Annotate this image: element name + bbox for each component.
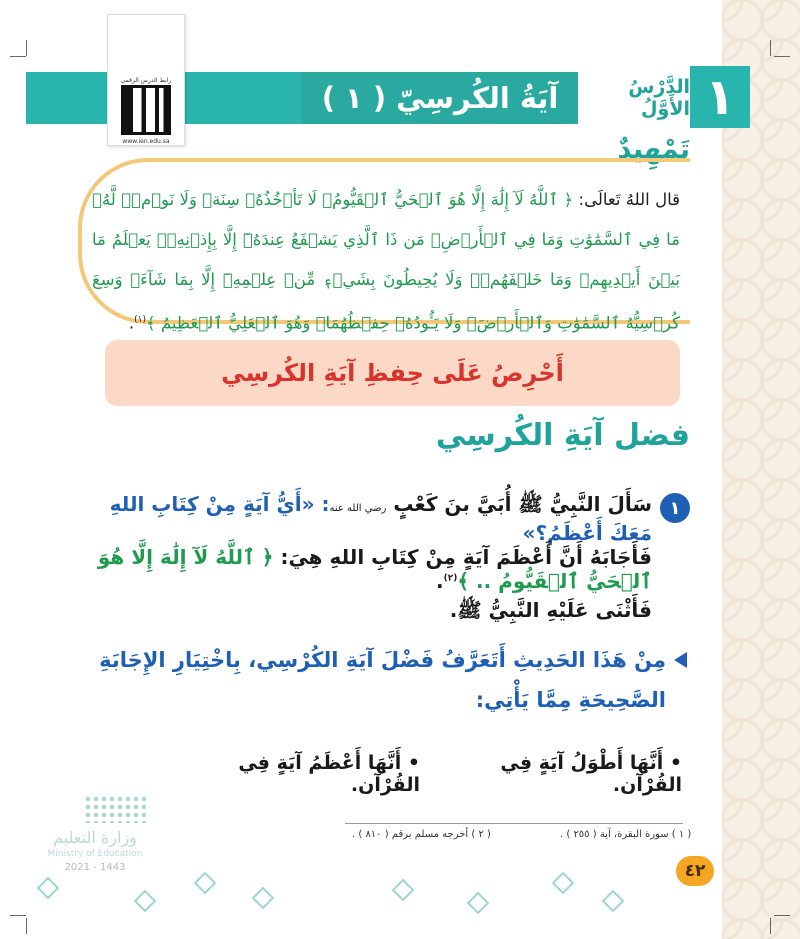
task-prompt: مِنْ هَذَا الحَدِيثِ أَتَعَرَّفُ فَضْلَ آيَةِ الكُرْسِي، بِاخْتِيَارِ الإِجَابَةِ الصَّحِيحَةِ مِمَّا يَأْتِي:	[99, 648, 666, 712]
crop-mark	[774, 915, 790, 916]
ministry-name-en: Ministry of Education	[47, 849, 143, 859]
intro-end: .	[128, 313, 135, 333]
crop-mark	[774, 56, 790, 57]
crop-mark	[10, 56, 26, 57]
answer-option[interactable]: • أَنَّهَا أَعْظَمُ آيَةٍ فِي القُرْآن.	[238, 752, 420, 796]
crop-mark	[26, 918, 27, 934]
ornament-icon	[37, 877, 60, 900]
ornament-icon	[134, 890, 157, 913]
edition-year: 2021 - 1443	[64, 862, 126, 873]
intro-heading: تَمْهِيدٌ	[617, 134, 690, 165]
footnote: ( ١ ) سورة البقرة، آية ( ٢٥٥ ) .	[560, 829, 692, 840]
hadith-line-2	[80, 545, 652, 593]
crop-mark	[770, 40, 771, 56]
hadith-line-1	[80, 492, 652, 545]
hadith-answer: فَأَجَابَهُ أَنَّ أَعْظَمَ آيَةٍ مِنْ كِتَابِ اللهِ هِيَ:	[273, 545, 652, 569]
crop-mark	[10, 915, 26, 916]
ornament-icon	[252, 887, 275, 910]
crop-mark	[770, 918, 771, 934]
item-number-badge: ١	[660, 493, 690, 523]
ministry-logo-icon	[84, 795, 146, 823]
ornament-icon	[602, 890, 625, 913]
lesson-title: آيَةُ الكُرسِيّ ( ١ )	[302, 72, 578, 124]
footnote: ( ٢ ) أخرجه مسلم برقم ( ٨١٠ ) .	[352, 829, 491, 840]
lesson-number: ١	[690, 66, 750, 128]
section-heading: فضل آيَةِ الكُرسِي	[435, 418, 690, 453]
hadith-question-b: : «أَيُّ آيَةٍ مِنْ كِتَابِ اللهِ مَعَكَ أَعْظَمُ؟»	[109, 492, 652, 545]
footnote-divider	[345, 823, 683, 824]
decorative-pattern-strip	[722, 0, 800, 939]
memorize-banner: أَحْرِصُ عَلَى حِفظِ آيَةِ الكُرسِي	[105, 340, 680, 406]
qr-code-icon[interactable]	[121, 85, 171, 135]
ornament-icon	[392, 879, 415, 902]
hadith-line-3: فَأَثْنَى عَلَيْهِ النَّبِيُّ ﷺ.	[449, 598, 652, 622]
lesson-label: الدَّرْسُ الأَوَّلُ	[578, 72, 690, 124]
qr-card[interactable]	[107, 14, 185, 146]
honorific: رضي الله عنه	[329, 503, 387, 514]
ornament-icon	[194, 872, 217, 895]
hadith-end: .	[435, 569, 444, 593]
hadith-question-a: سَأَلَ النَّبِيُّ ﷺ أُبَيَّ بنَ كَعْبٍ	[393, 492, 652, 516]
crop-mark	[26, 40, 27, 56]
ministry-name-ar: وزارة التعليم	[53, 828, 137, 847]
intro-text	[92, 180, 680, 344]
footnote-ref: (١)	[134, 315, 146, 325]
ornament-icon	[552, 872, 575, 895]
page-number: ٤٢	[676, 856, 714, 886]
hadith-verse: ﴿ ٱللَّهُ لَآ إِلَٰهَ إِلَّا هُوَ ٱلۡحَيُّ ٱلۡقَيُّومُ .. ﴾	[97, 545, 652, 593]
play-arrow-icon	[674, 652, 687, 668]
qr-url: www.ien.edu.sa	[122, 138, 170, 145]
footnote-ref: (٢)	[443, 573, 458, 584]
intro-verse: ﴿ ٱللَّهُ لَآ إِلَٰهَ إِلَّا هُوَ ٱلۡحَيُّ ٱلۡقَيُّومُۚ لَا تَأۡخُذُهُۥ سِنَةٞ وَلَا نَوۡمٞۚ لَّهُۥ مَا فِي ٱلسَّمَٰوَٰتِ وَمَا فِي ٱلۡأَرۡضِۗ مَن ذَا ٱلَّذِي يَشۡفَعُ عِندَهُۥٓ إِلَّا بِإِذۡنِهِۦۚ يَعۡلَمُ مَا بَيۡنَ أَيۡدِيهِمۡ وَمَا خَلۡفَهُمۡۖ وَلَا يُحِيطُونَ بِشَيۡءٖ مِّنۡ عِلۡمِهِۦٓ إِلَّا بِمَا شَآءَۚ وَسِعَ كُرۡسِيُّهُ ٱلسَّمَٰوَٰتِ وَٱلۡأَرۡضَۖ وَلَا يَـُٔودُهُۥ حِفۡظُهُمَاۚ وَهُوَ ٱلۡعَلِيُّ ٱلۡعَظِيمُ ﴾	[92, 190, 680, 333]
answer-option[interactable]: • أَنَّهَا أَطْوَلُ آيَةٍ فِي القُرْآن.	[500, 752, 682, 796]
ornament-icon	[467, 892, 490, 915]
intro-prefix: قال اللهُ تَعالَى:	[573, 190, 680, 209]
qr-label: رابط الدرس الرقمي	[120, 77, 172, 84]
